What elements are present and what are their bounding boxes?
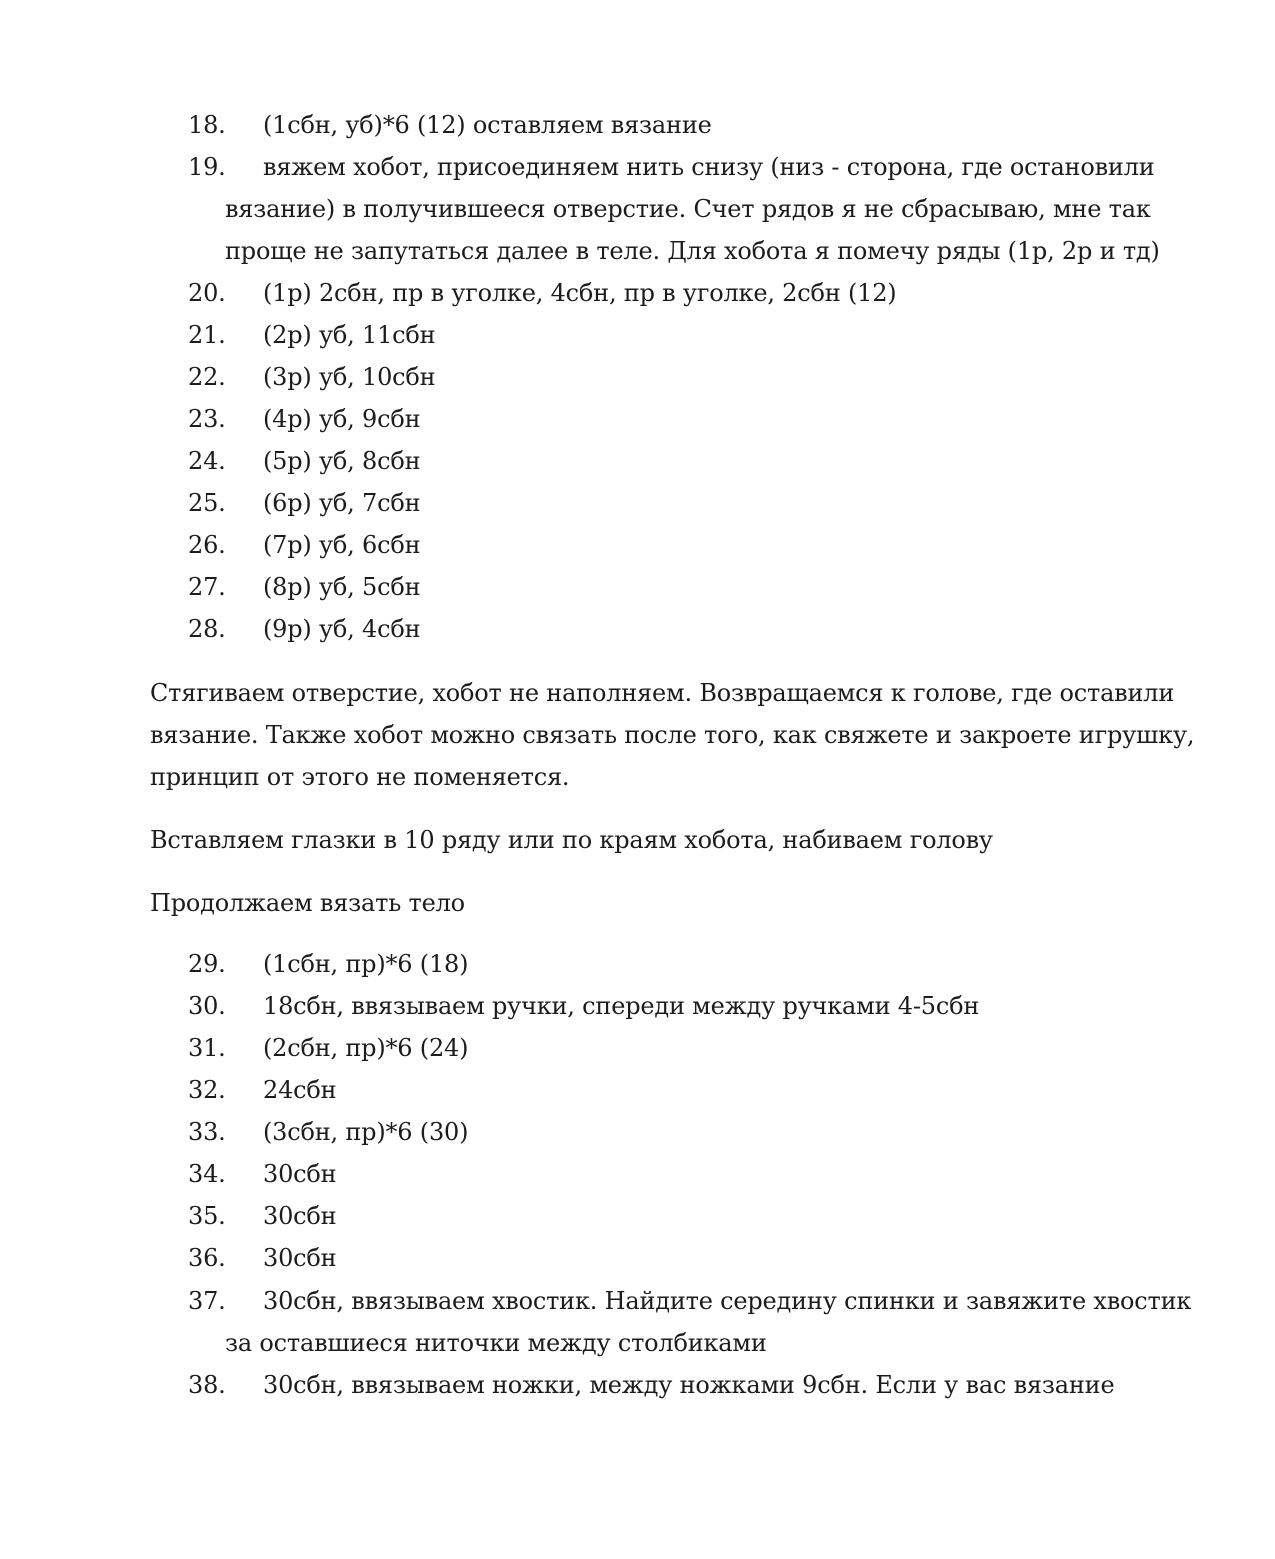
list-text: (3сбн, пр)*6 (30) bbox=[263, 1118, 469, 1146]
list-number: 31. bbox=[188, 1034, 226, 1062]
list-text: вяжем хобот, присоединяем нить снизу (низ - сторона, где остановили bbox=[263, 153, 1155, 181]
paragraph-text: Стягиваем отверстие, хобот не наполняем. Возвращаемся к голове, где оставили bbox=[150, 679, 1175, 707]
list-number: 36. bbox=[188, 1244, 226, 1272]
list-text: 30сбн bbox=[263, 1160, 337, 1188]
list-number: 19. bbox=[188, 153, 226, 181]
list-number: 30. bbox=[188, 992, 226, 1020]
list-text: (5р) уб, 8сбн bbox=[263, 447, 421, 475]
list-text: 30сбн, ввязываем ножки, между ножками 9сбн. Если у вас вязание bbox=[263, 1371, 1115, 1399]
list-text: за оставшиеся ниточки между столбиками bbox=[225, 1329, 767, 1357]
list-number: 32. bbox=[188, 1076, 226, 1104]
list-text: вязание) в получившееся отверстие. Счет рядов я не сбрасываю, мне так bbox=[225, 195, 1151, 223]
list-number: 24. bbox=[188, 447, 226, 475]
list-number: 35. bbox=[188, 1202, 226, 1230]
list-number: 26. bbox=[188, 531, 226, 559]
list-text: 30сбн, ввязываем хвостик. Найдите середину спинки и завяжите хвостик bbox=[263, 1287, 1192, 1315]
list-text: (1сбн, уб)*6 (12) оставляем вязание bbox=[263, 111, 712, 139]
list-text: (1сбн, пр)*6 (18) bbox=[263, 950, 469, 978]
list-text: проще не запутаться далее в теле. Для хобота я помечу ряды (1р, 2р и тд) bbox=[225, 237, 1160, 265]
list-text: (7р) уб, 6сбн bbox=[263, 531, 421, 559]
list-text: 24сбн bbox=[263, 1076, 337, 1104]
paragraph-text: принцип от этого не поменяется. bbox=[150, 763, 570, 791]
list-text: (6р) уб, 7сбн bbox=[263, 489, 421, 517]
list-number: 37. bbox=[188, 1287, 226, 1315]
list-number: 27. bbox=[188, 573, 226, 601]
list-text: (4р) уб, 9сбн bbox=[263, 405, 421, 433]
paragraph-text: вязание. Также хобот можно связать после того, как свяжете и закроете игрушку, bbox=[150, 721, 1195, 749]
list-number: 28. bbox=[188, 615, 226, 643]
list-number: 34. bbox=[188, 1160, 226, 1188]
list-number: 18. bbox=[188, 111, 226, 139]
list-text: 30сбн bbox=[263, 1244, 337, 1272]
paragraph-text: Вставляем глазки в 10 ряду или по краям хобота, набиваем голову bbox=[150, 826, 993, 854]
list-text: 30сбн bbox=[263, 1202, 337, 1230]
list-number: 33. bbox=[188, 1118, 226, 1146]
list-text: (2сбн, пр)*6 (24) bbox=[263, 1034, 469, 1062]
list-text: (2р) уб, 11сбн bbox=[263, 321, 436, 349]
list-number: 20. bbox=[188, 279, 226, 307]
list-text: (9р) уб, 4сбн bbox=[263, 615, 421, 643]
list-text: (8р) уб, 5сбн bbox=[263, 573, 421, 601]
list-text: (1р) 2сбн, пр в уголке, 4сбн, пр в уголке, 2сбн (12) bbox=[263, 279, 897, 307]
list-number: 21. bbox=[188, 321, 226, 349]
list-text: 18сбн, ввязываем ручки, спереди между ручками 4-5сбн bbox=[263, 992, 980, 1020]
paragraph-text: Продолжаем вязать тело bbox=[150, 889, 465, 917]
list-number: 25. bbox=[188, 489, 226, 517]
list-number: 29. bbox=[188, 950, 226, 978]
list-number: 22. bbox=[188, 363, 226, 391]
list-text: (3р) уб, 10сбн bbox=[263, 363, 436, 391]
list-number: 38. bbox=[188, 1371, 226, 1399]
list-number: 23. bbox=[188, 405, 226, 433]
